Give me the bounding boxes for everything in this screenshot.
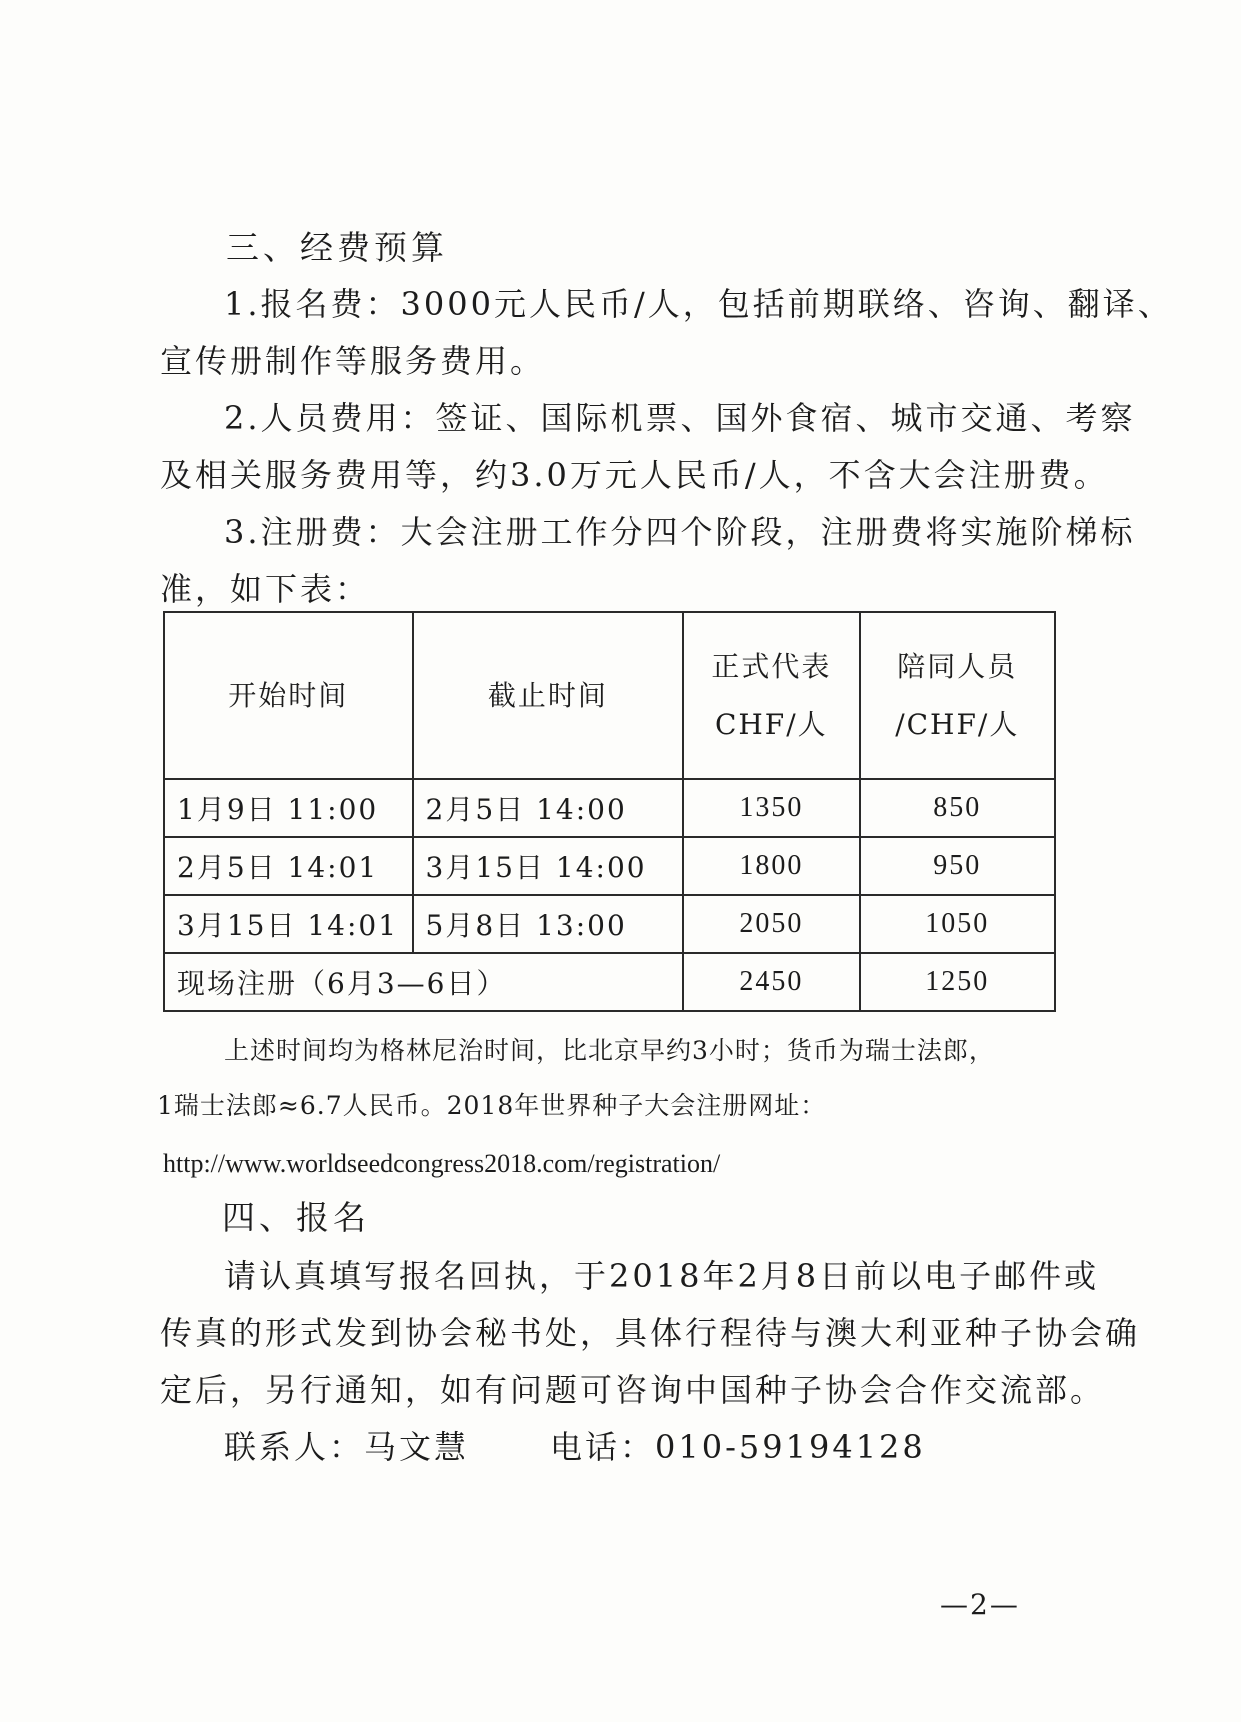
header-start-time: 开始时间 [164, 612, 413, 779]
table-row [164, 895, 1055, 953]
header-companion-line1: 陪同人员 [897, 649, 1018, 683]
cell-end: 5月8日 13:00 [413, 895, 684, 953]
registration-fee-table [163, 611, 1056, 1012]
page-number: —2— [940, 1588, 1020, 1621]
table-row [164, 779, 1055, 837]
cell-delegate-fee: 2050 [683, 895, 859, 953]
cell-companion-fee: 950 [860, 837, 1055, 895]
table-row-onsite [164, 953, 1055, 1011]
cell-companion-fee: 1050 [860, 895, 1055, 953]
header-companion-fee [860, 612, 1055, 779]
header-end-time: 截止时间 [413, 612, 684, 779]
item3-line2: 准，如下表： [160, 570, 371, 608]
cell-delegate-fee: 1800 [683, 837, 859, 895]
item2-line1: 2.人员费用：签证、国际机票、国外食宿、城市交通、考察 [224, 399, 1136, 437]
header-delegate-line2: CHF/人 [714, 707, 828, 741]
item1-line2: 宣传册制作等服务费用。 [160, 342, 546, 380]
section4-heading: 四、报名 [222, 1198, 370, 1237]
section3-heading: 三、经费预算 [226, 228, 448, 267]
cell-end: 2月5日 14:00 [413, 779, 684, 837]
registration-url: http://www.worldseedcongress2018.com/registration/ [163, 1149, 721, 1178]
item2-line2: 及相关服务费用等，约3.0万元人民币/人，不含大会注册费。 [160, 456, 1109, 494]
cell-onsite-label: 现场注册（6月3—6日） [164, 953, 683, 1011]
cell-start: 3月15日 14:01 [164, 895, 413, 953]
cell-end: 3月15日 14:00 [413, 837, 684, 895]
contact-person: 联系人：马文慧 [224, 1428, 470, 1466]
cell-onsite-delegate-fee: 2450 [683, 953, 859, 1011]
note-line2: 1瑞士法郎≈6.7人民币。2018年世界种子大会注册网址： [157, 1091, 827, 1120]
table-header-row [164, 612, 1055, 779]
cell-companion-fee: 850 [860, 779, 1055, 837]
table-row [164, 837, 1055, 895]
item3-line1: 3.注册费：大会注册工作分四个阶段，注册费将实施阶梯标 [224, 513, 1136, 551]
header-delegate-fee [683, 612, 859, 779]
header-companion-line2: /CHF/人 [895, 707, 1020, 741]
cell-start: 1月9日 11:00 [164, 779, 413, 837]
section4-line2: 传真的形式发到协会秘书处，具体行程待与澳大利亚种子协会确 [160, 1314, 1141, 1352]
item1-line1: 1.报名费：3000元人民币/人，包括前期联络、咨询、翻译、 [224, 285, 1173, 323]
cell-start: 2月5日 14:01 [164, 837, 413, 895]
section4-line3: 定后，另行通知，如有问题可咨询中国种子协会合作交流部。 [160, 1371, 1106, 1409]
contact-phone: 电话：010-59194128 [550, 1428, 926, 1466]
section4-line1: 请认真填写报名回执，于2018年2月8日前以电子邮件或 [224, 1257, 1100, 1295]
cell-delegate-fee: 1350 [683, 779, 859, 837]
cell-onsite-companion-fee: 1250 [860, 953, 1055, 1011]
header-delegate-line1: 正式代表 [711, 649, 832, 683]
note-line1: 上述时间均为格林尼治时间，比北京早约3小时；货币为瑞士法郎， [224, 1036, 995, 1065]
